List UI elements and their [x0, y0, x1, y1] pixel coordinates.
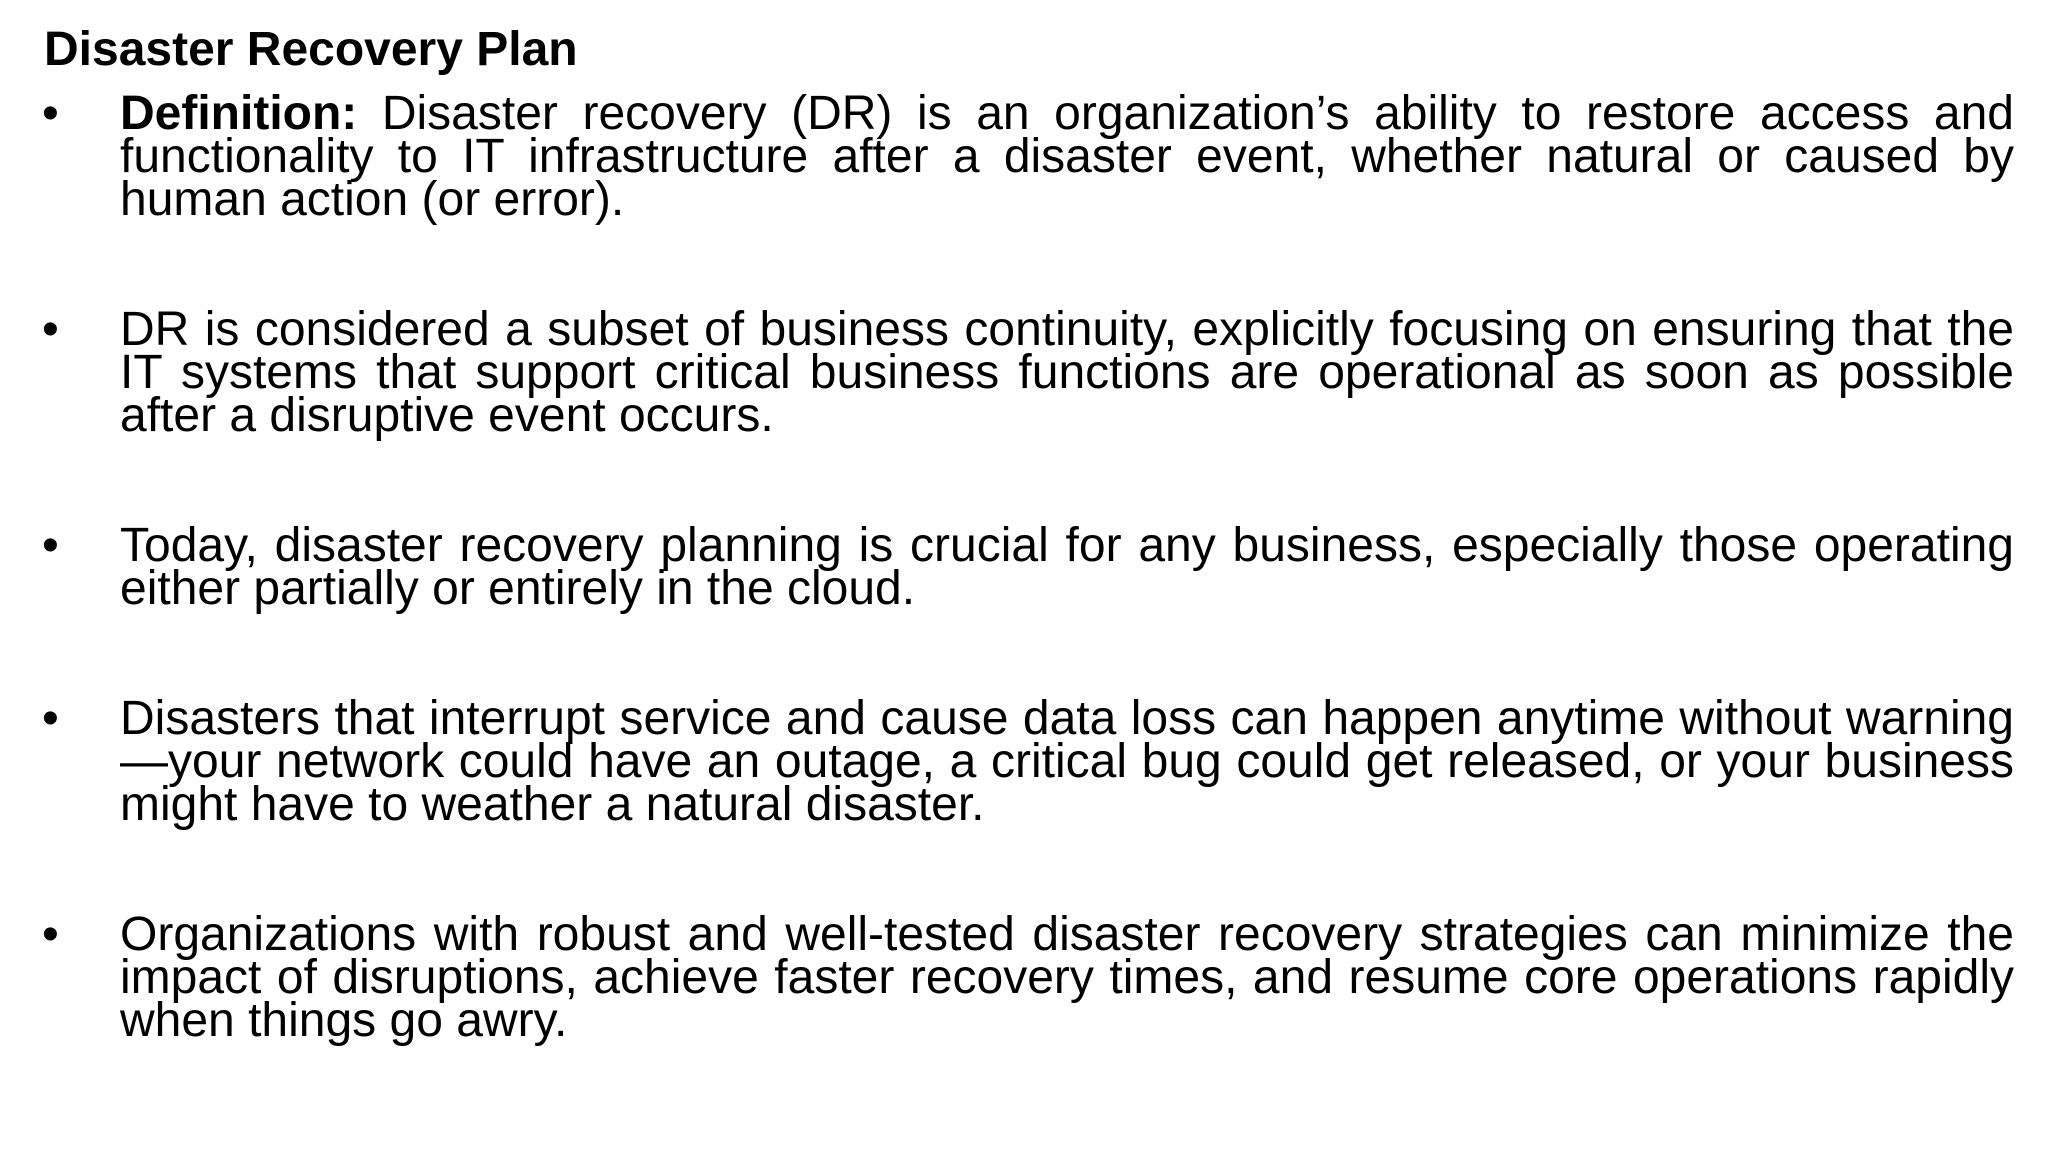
- definition-text: Disaster recovery (DR) is an organization’s ability to restore access and functionality to IT infrastructure after a disaster event, whether natural or caused by human action (or error).: [120, 87, 2014, 226]
- bullet-symbol: •: [42, 908, 59, 961]
- bullet-symbol: •: [42, 692, 59, 745]
- bullet-text: DR is considered a subset of business continuity, explicitly focusing on ensuring that the IT systems that support critical business functions are operational as soon as possible after a disruptive event occurs.: [120, 303, 2014, 442]
- bullet-text: [120, 87, 2014, 226]
- bullet-symbol: •: [42, 519, 59, 572]
- bullet-text: Organizations with robust and well-tested disaster recovery strategies can minimize the impact of disruptions, achieve faster recovery times, and resume core operations rapidly when things go awry.: [120, 908, 2014, 1047]
- page-title: Disaster Recovery Plan: [44, 23, 578, 76]
- bullet-text: Today, disaster recovery planning is crucial for any business, especially those operating either partially or entirely in the cloud.: [120, 519, 2014, 615]
- definition-term: Definition:: [120, 87, 358, 140]
- bullet-text: Disasters that interrupt service and cause data loss can happen anytime without warning—your network could have an outage, a critical bug could get released, or your business might have to weather a natural disaster.: [120, 692, 2014, 831]
- bullet-symbol: •: [42, 303, 59, 356]
- bullet-symbol: •: [42, 87, 59, 140]
